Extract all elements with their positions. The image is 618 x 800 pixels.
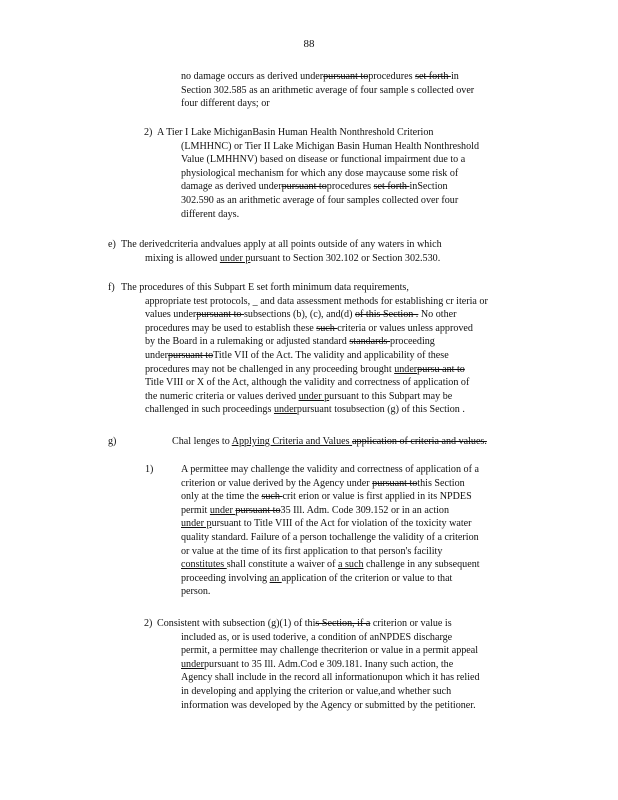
item-g2-text <box>157 617 480 712</box>
text-run: A permittee may challenge the validity and correctness of application of a <box>181 464 479 475</box>
item-label-g2: 2) <box>144 618 153 629</box>
text-run: procedures may be used to establish these <box>145 322 317 334</box>
text-run: Consistent with subsection (g)(1) of thi <box>157 618 316 629</box>
inserted-text: under p <box>181 518 212 530</box>
text-line <box>181 70 474 84</box>
text-run: in <box>450 71 459 82</box>
text-line <box>181 84 474 98</box>
struck-text: pursuant to <box>281 181 327 193</box>
text-run: pursuant tosubsection (g) of this Section . <box>296 404 465 416</box>
text-line <box>145 308 488 322</box>
item-label-2: 2) <box>144 127 153 138</box>
inserted-text: under p <box>298 390 330 402</box>
text-run: the numeric criteria or values derived <box>145 390 299 402</box>
text-line <box>145 390 488 404</box>
text-line <box>181 167 479 181</box>
text-run: appropriate test protocols, _ and data assessment methods for establishing cr iteria or <box>145 295 488 307</box>
text-run: permit <box>181 504 210 516</box>
text-run: no damage occurs as derived under <box>181 71 324 82</box>
text-line <box>181 572 480 586</box>
text-run: included as, or is used toderive, a condition of anNPDES discharge <box>181 631 453 643</box>
text-run: (LMHHNC) or Tier II Lake Michigan Basin Human Health Nonthreshold <box>181 140 479 152</box>
struck-text: application of criteria and values. <box>352 436 487 447</box>
text-run: ursuant to Title VIII of the Act for violation of the toxicity water <box>211 518 472 530</box>
text-run: criterion or value derived by the Agency under <box>181 477 373 489</box>
struck-text: set forth <box>373 181 410 193</box>
struck-text: such <box>316 322 338 334</box>
text-run: quality standard. Failure of a person tochallenge the validity of a criterion <box>181 531 479 543</box>
text-run: by the Board in a rulemaking or adjusted standard <box>145 336 350 348</box>
text-run: ursuant to this Subpart may be <box>329 390 453 402</box>
text-run: pursuant to 35 Ill. Adm.Cod e 309.181. Inany such action, the <box>203 658 454 670</box>
text-run: 302.590 as an arithmetic average of four samples collected over four <box>181 194 459 206</box>
text-run: The derivedcriteria andvalues apply at all points outside of any waters in which <box>121 239 442 250</box>
text-run: under <box>145 349 168 361</box>
text-run: four different days; or <box>181 98 270 110</box>
paragraph-continuation <box>181 70 474 111</box>
text-run: Section 302.585 as an arithmetic average of four sample s collected over <box>181 84 475 96</box>
text-line <box>181 194 479 208</box>
text-line <box>157 126 479 140</box>
text-line <box>181 208 479 222</box>
text-line <box>145 349 488 363</box>
page-number: 88 <box>303 38 315 50</box>
text-run: shall constitute a waiver of <box>226 559 338 571</box>
text-run: subsections (b), (c), and(d) <box>243 309 355 321</box>
text-run: criteria or values unless approved <box>337 322 473 334</box>
struck-text: pursuant to <box>323 71 369 82</box>
text-run: ursuant to Section 302.102 or Section 302.530. <box>250 252 441 264</box>
text-run: The procedures of this Subpart E set forth minimum data requirements, <box>121 282 409 293</box>
inserted-text: under <box>273 404 297 416</box>
text-line <box>181 97 474 111</box>
struck-text: such <box>261 491 283 503</box>
struck-text: pursuant to <box>167 349 214 361</box>
text-run: procedures <box>326 181 374 193</box>
text-run: 35 Ill. Adm. Code 309.152 or in an action <box>280 504 450 516</box>
text-run: criterion or value is <box>370 618 452 629</box>
text-line <box>157 617 480 631</box>
inserted-text: under <box>209 504 236 516</box>
text-run: permit, a permittee may challenge thecriterion or value in a permit appeal <box>181 645 479 657</box>
item-label-f: f) <box>108 282 115 293</box>
text-run: crit erion or value is first applied in its NPDES <box>282 491 472 503</box>
text-run: person. <box>181 586 211 598</box>
text-run: Title VIII or X of the Act, although the validity and correctness of application of <box>145 377 470 389</box>
text-line <box>181 699 480 713</box>
text-line <box>121 238 442 252</box>
struck-text: pursuant to <box>372 477 418 489</box>
text-run: inSection <box>409 181 448 193</box>
text-line <box>145 376 488 390</box>
text-run: proceeding involving <box>181 572 270 584</box>
text-line <box>181 685 480 699</box>
text-line <box>181 671 480 685</box>
text-line <box>181 644 480 658</box>
struck-text: of this Section . <box>354 309 419 321</box>
inserted-text: Applying Criteria and Values <box>231 436 353 447</box>
text-run: different days. <box>181 208 240 220</box>
text-line <box>181 504 480 518</box>
inserted-text: under <box>394 363 418 375</box>
struck-text: s Section, if a <box>315 618 371 629</box>
text-line <box>172 435 487 449</box>
inserted-text: under <box>181 658 204 670</box>
item-label-g1: 1) <box>145 464 154 475</box>
item-label-e: e) <box>108 239 116 250</box>
text-line <box>181 153 479 167</box>
text-line <box>181 180 479 194</box>
inserted-text: an <box>269 572 282 584</box>
item-2-lmhhnc-text <box>157 126 479 221</box>
inserted-text: under p <box>219 252 251 264</box>
text-line <box>181 140 479 154</box>
text-line <box>181 631 480 645</box>
text-run: application of the criterion or value to that <box>281 572 453 584</box>
text-line <box>145 252 442 266</box>
struck-text: pursuant to <box>196 309 244 321</box>
text-run: A Tier I Lake MichiganBasin Human Health Nonthreshold Criterion <box>157 127 434 138</box>
text-run: Chal lenges to <box>172 436 232 447</box>
text-run: physiological mechanism for which any dose maycause some risk of <box>181 167 459 179</box>
item-e-text <box>121 238 442 265</box>
text-run: mixing is allowed <box>145 252 220 264</box>
text-line <box>145 403 488 417</box>
item-f-text <box>121 281 488 417</box>
struck-text: standards <box>349 336 391 348</box>
text-line <box>181 463 480 477</box>
text-line <box>145 322 488 336</box>
text-run: only at the time the <box>181 491 262 503</box>
item-g1-text <box>181 463 480 599</box>
text-run: challenge in any subsequent <box>363 559 480 571</box>
text-run: this Section <box>417 477 465 489</box>
text-line <box>181 490 480 504</box>
text-line <box>121 281 488 295</box>
text-line <box>181 558 480 572</box>
text-run: in developing and applying the criterion or value,and whether such <box>181 685 452 697</box>
text-line <box>181 531 480 545</box>
inserted-text: constitutes <box>181 559 227 571</box>
text-line <box>181 585 480 599</box>
item-g-heading <box>172 435 487 449</box>
text-run: values under <box>145 309 197 321</box>
text-run: challenged in such proceedings <box>145 404 274 416</box>
text-run: proceeding <box>390 336 435 348</box>
text-run: Agency shall include in the record all informationupon which it has relied <box>181 672 480 684</box>
text-run: Value (LMHHNV) based on disease or functional impairment due to a <box>181 154 466 166</box>
struck-text: pursuant to <box>235 504 281 516</box>
text-line <box>145 335 488 349</box>
text-line <box>181 477 480 491</box>
text-run: Title VII of the Act. The validity and applicability of these <box>213 349 449 361</box>
text-run: No other <box>418 309 457 321</box>
inserted-text: a such <box>337 559 364 571</box>
text-run: information was developed by the Agency or submitted by the petitioner. <box>181 699 476 711</box>
text-line <box>145 295 488 309</box>
struck-text: pursu ant to <box>417 363 465 375</box>
text-run: procedures <box>368 71 416 82</box>
text-line <box>181 545 480 559</box>
text-run: or value at the time of its first application to that person's facility <box>181 545 443 557</box>
text-line <box>145 363 488 377</box>
struck-text: set forth <box>415 71 451 82</box>
text-run: damage as derived under <box>181 181 282 193</box>
text-line <box>181 517 480 531</box>
item-label-g: g) <box>108 436 117 447</box>
text-line <box>181 658 480 672</box>
text-run: procedures may not be challenged in any proceeding brought <box>145 363 395 375</box>
